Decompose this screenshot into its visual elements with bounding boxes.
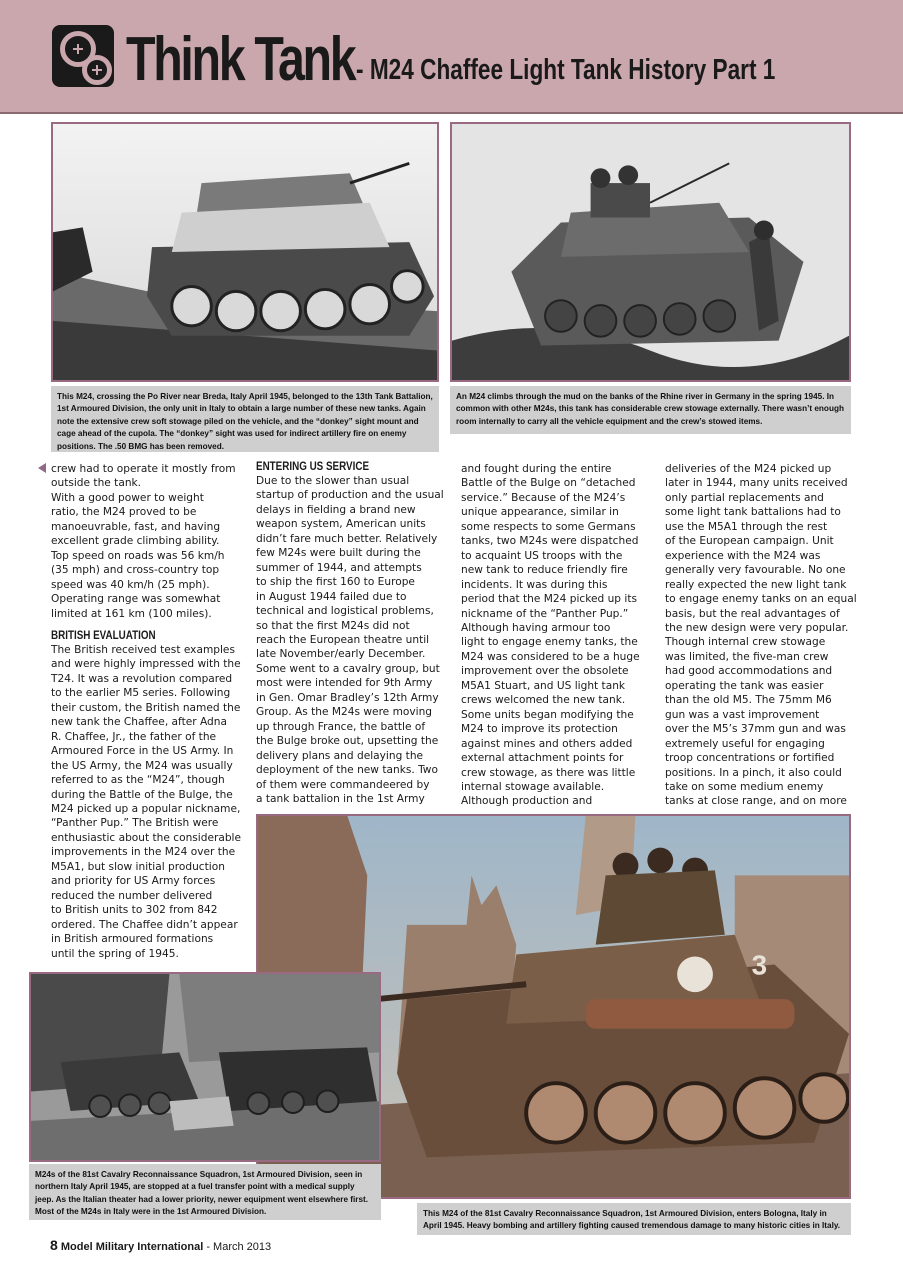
text-column-3 <box>461 462 659 809</box>
turret-number: 3 <box>751 949 768 981</box>
section-title: Think Tank <box>126 25 355 94</box>
photo-rhine <box>450 122 851 382</box>
photo-transfer-point <box>29 972 381 1162</box>
article-title: - M24 Chaffee Light Tank History Part 1 <box>356 54 776 86</box>
text-column-4 <box>665 462 863 809</box>
caption-bologna: This M24 of the 81st Cavalry Reconnaissance Squadron, 1st Armoured Division, enters Bologna, Italy in April 1945. Heavy bombing and artillery fighting caused tremendous damage to many historic cities in Italy. <box>417 1203 851 1235</box>
caption-transfer-point: M24s of the 81st Cavalry Reconnaissance Squadron, 1st Armoured Division, seen in northern Italy April 1945, are stopped at a fuel transfer point with a medical supply jeep. As the Italian theater had a lower priority, newer equipment went elsewhere first. Most of the M24s in Italy were in the 1st Armoured Division. <box>29 1164 381 1220</box>
issue-date: - March 2013 <box>206 1241 272 1253</box>
page-header <box>0 0 903 114</box>
col2-body: Due to the slower than usual startup of production and the usual delays in fielding a brand new weapon system, American units didn’t fare much better. Relatively few M24s were built during the summer of 1944, and attempts to ship the first 160 to Europe in August 1944 failed due to technical and logistical problems, so that the first M24s did not reach the European theatre until late November/early December. Some went to a cavalry group, but most were intended for 9th Army in Gen. Omar Bradley’s 12th Army Group. As the M24s were moving up through France, the battle of the Bulge broke out, upsetting the delivery plans and delaying the deployment of the new tanks. Two of them were commandeered by a tank battalion in the 1st Army <box>256 475 444 805</box>
heading-entering-us-service: ENTERING US SERVICE <box>256 459 370 473</box>
text-column-2 <box>256 458 454 806</box>
page-footer <box>50 1237 271 1253</box>
col1-intro: crew had to operate it mostly from outside the tank. With a good power to weight ratio, the M24 proved to be manoeuvrable, fast, and having excellent grade climbing ability. Top speed on roads was 56 km/h (35 mph) and cross-country top speed was 40 km/h (25 mph). Operating range was somewhat limited at 161 km (100 miles). <box>51 463 236 620</box>
text-column-1 <box>51 462 249 961</box>
col1-body: The British received test examples and were highly impressed with the T24. It was a revolution compared to the earlier M5 series. Following their custom, the British named the new tank the Chaffee, after Adna R. Chaffee, Jr., the father of the Armoured Force in the US Army. In the US Army, the M24 was usually referred to as the “M24”, though during the Battle of the Bulge, the M24 picked up a popular nickname, “Panther Pup.” The British were enthusiastic about the considerable improvements in the M24 over the M5A1, but slow initial production and priority for US Army forces reduced the number delivered to British units to 302 from 842 ordered. The Chaffee didn’t appear in British armoured formations until the spring of 1945. <box>51 643 242 960</box>
photo-po-river <box>51 122 439 382</box>
heading-british-evaluation: BRITISH EVALUATION <box>51 627 156 642</box>
page-number: 8 <box>50 1237 58 1253</box>
col3-body: and fought during the entire Battle of the Bulge on “detached service.” Because of the M24’s unique appearance, similar in some respects to some Germans tanks, two M24s were dispatched to acquaint US troops with the new tank to reduce friendly fire incidents. It was during this period that the M24 picked up its nickname of the “Panther Pup.” Although having armour too light to engage enemy tanks, the M24 was considered to be a huge improvement over the obsolete M5A1 Stuart, and US light tank crews welcomed the new tank. Some units began modifying the M24 to improve its protection against mines and others added external attachment points for crew stowage, as there was little internal stowage available. Although production and <box>461 463 640 808</box>
magazine-name: Model Military International <box>60 1241 204 1253</box>
gears-icon <box>52 25 114 87</box>
caption-po-river: This M24, crossing the Po River near Breda, Italy April 1945, belonged to the 13th Tank Battalion, 1st Armoured Division, the only unit in Italy to obtain a large number of these new tanks. Again note the extensive crew soft stowage piled on the vehicle, and the “donkey” sight mount and cage ahead of the cupola. The “donkey” sight was used for indirect artillery fire on enemy positions. The .50 BMG has been removed. <box>51 386 439 452</box>
col4-body: deliveries of the M24 picked up later in 1944, many units received only partial replacements and some light tank battalions had to use the M5A1 through the rest of the European campaign. Unit experience with the M24 was generally very favourable. No one really expected the new light tank to engage enemy tanks on an equal basis, but the real advantages of the new design were very popular. Though internal crew stowage was limited, the five-man crew had good accommodations and operating the tank was easier than the old M5. The 75mm M6 gun was a vast improvement over the M5’s 37mm gun and was extremely useful for engaging troop concentrations or fortified positions. In a pinch, it also could take on some medium enemy tanks at close range, and on more <box>665 463 857 808</box>
caption-rhine: An M24 climbs through the mud on the banks of the Rhine river in Germany in the spring 1945. In common with other M24s, this tank has considerable crew stowage externally. There wasn’t enough room internally to carry all the vehicle equipment and the crew’s stowed items. <box>450 386 851 434</box>
continued-arrow-icon <box>38 463 46 473</box>
